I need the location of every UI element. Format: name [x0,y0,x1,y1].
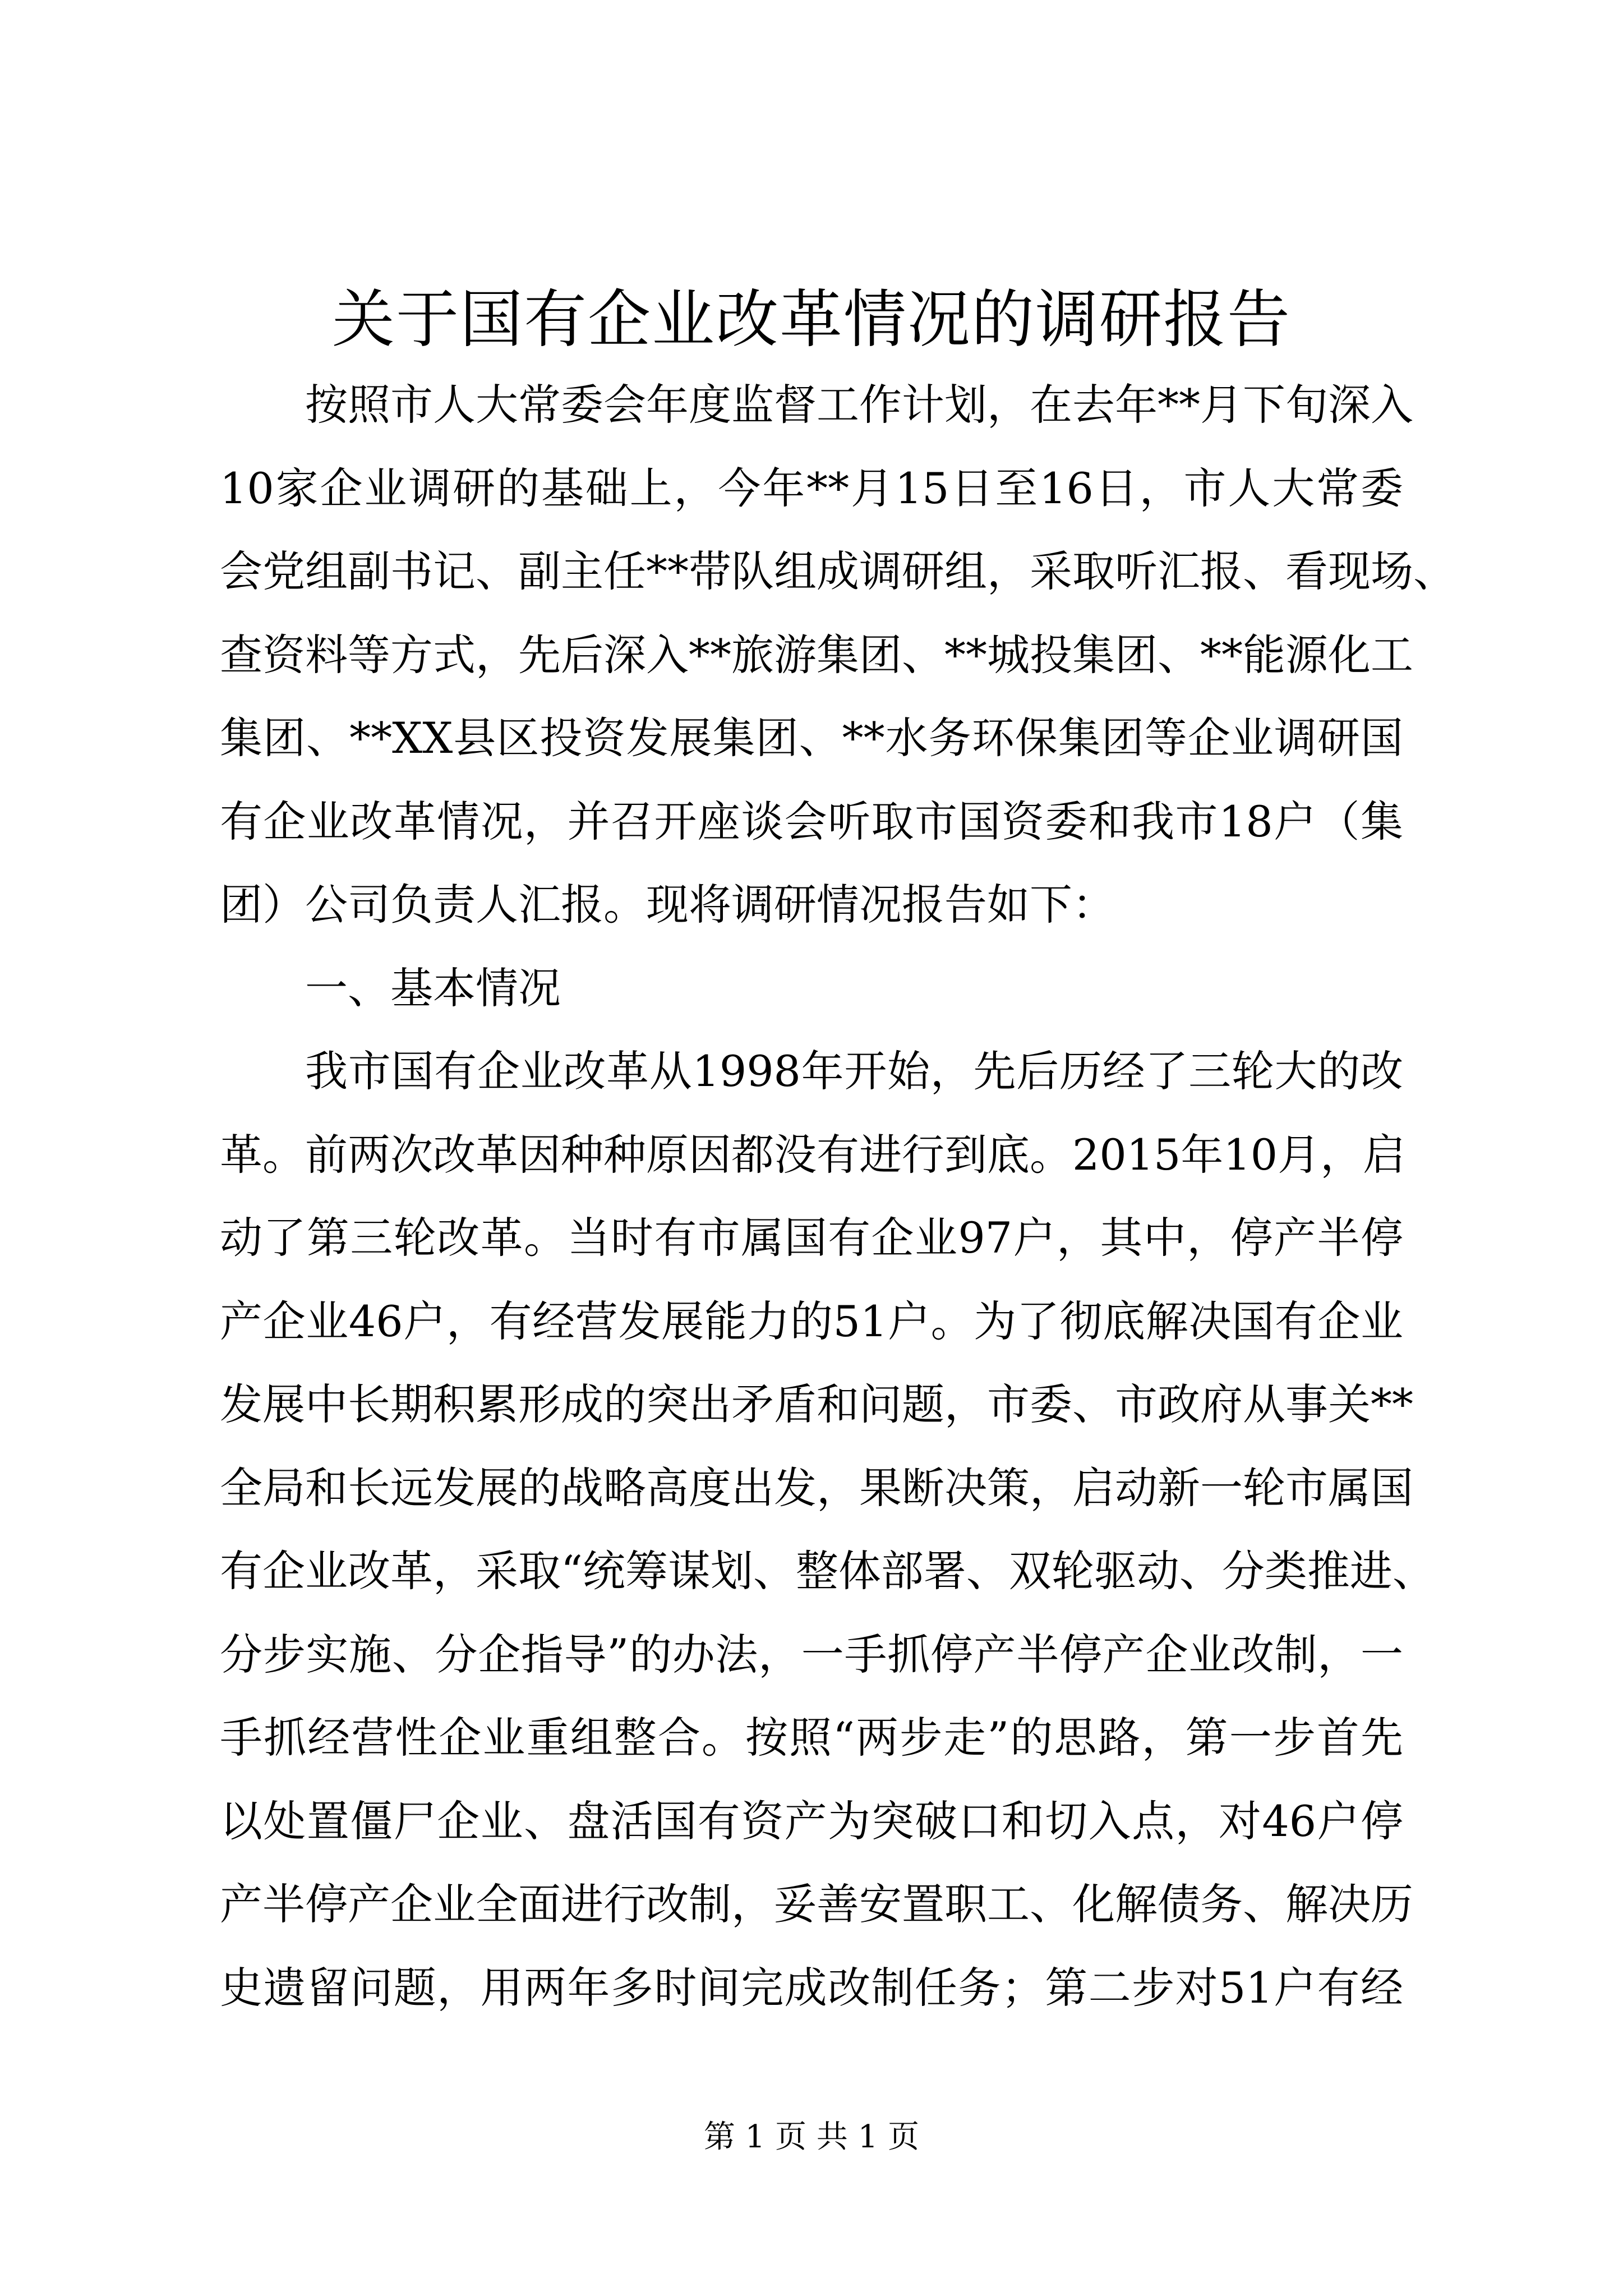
paragraph-1-line-2: 10家企业调研的基础上，今年**月15日至16日，市人大常委 [220,463,1403,513]
paragraph-2-line-11: 产半停产企业全面进行改制，妥善安置职工、化解债务、解决历 [220,1879,1413,1929]
paragraph-2-line-9: 手抓经营性企业重组整合。按照“两步走”的思路，第一步首先 [220,1713,1403,1763]
paragraph-1-line-3: 会党组副书记、副主任**带队组成调研组，采取听汇报、看现场、 [220,546,1456,596]
paragraph-2-line-1: 我市国有企业改革从1998年开始，先后历经了三轮大的改 [305,1046,1403,1096]
document-title: 关于国有企业改革情况的调研报告 [332,283,1291,356]
paragraph-1-line-6: 有企业改革情况，并召开座谈会听取市国资委和我市18户（集 [220,796,1403,846]
paragraph-2-line-8: 分步实施、分企指导”的办法，一手抓停产半停产企业改制，一 [220,1629,1403,1680]
paragraph-2-line-4: 产企业46户，有经营发展能力的51户。为了彻底解决国有企业 [220,1296,1403,1346]
section-heading-basic-situation: 一、基本情况 [305,963,561,1013]
paragraph-2-line-10: 以处置僵尸企业、盘活国有资产为突破口和切入点，对46户停 [220,1796,1403,1846]
paragraph-1-line-1: 按照市人大常委会年度监督工作计划，在去年**月下旬深入 [305,380,1413,430]
paragraph-2-line-3: 动了第三轮改革。当时有市属国有企业97户，其中，停产半停 [220,1213,1403,1263]
paragraph-2-line-2: 革。前两次改革因种种原因都没有进行到底。2015年10月，启 [220,1129,1406,1180]
paragraph-1-line-5: 集团、**XX县区投资发展集团、**水务环保集团等企业调研国 [220,713,1403,763]
paragraph-2-line-6: 全局和长远发展的战略高度出发，果断决策，启动新一轮市属国 [220,1462,1413,1513]
paragraph-1-line-4: 查资料等方式，先后深入**旅游集团、**城投集团、**能源化工 [220,629,1413,680]
paragraph-2-line-5: 发展中长期积累形成的突出矛盾和问题，市委、市政府从事关** [220,1379,1413,1429]
paragraph-2-line-7: 有企业改革，采取“统筹谋划、整体部署、双轮驱动、分类推进、 [220,1546,1435,1596]
paragraph-2-line-12: 史遗留问题，用两年多时间完成改制任务；第二步对51户有经 [220,1962,1403,2013]
page-footer: 第 1 页 共 1 页 [703,2119,920,2155]
document-body [220,364,1456,2030]
paragraph-1-line-7: 团）公司负责人汇报。现将调研情况报告如下： [220,880,1115,930]
